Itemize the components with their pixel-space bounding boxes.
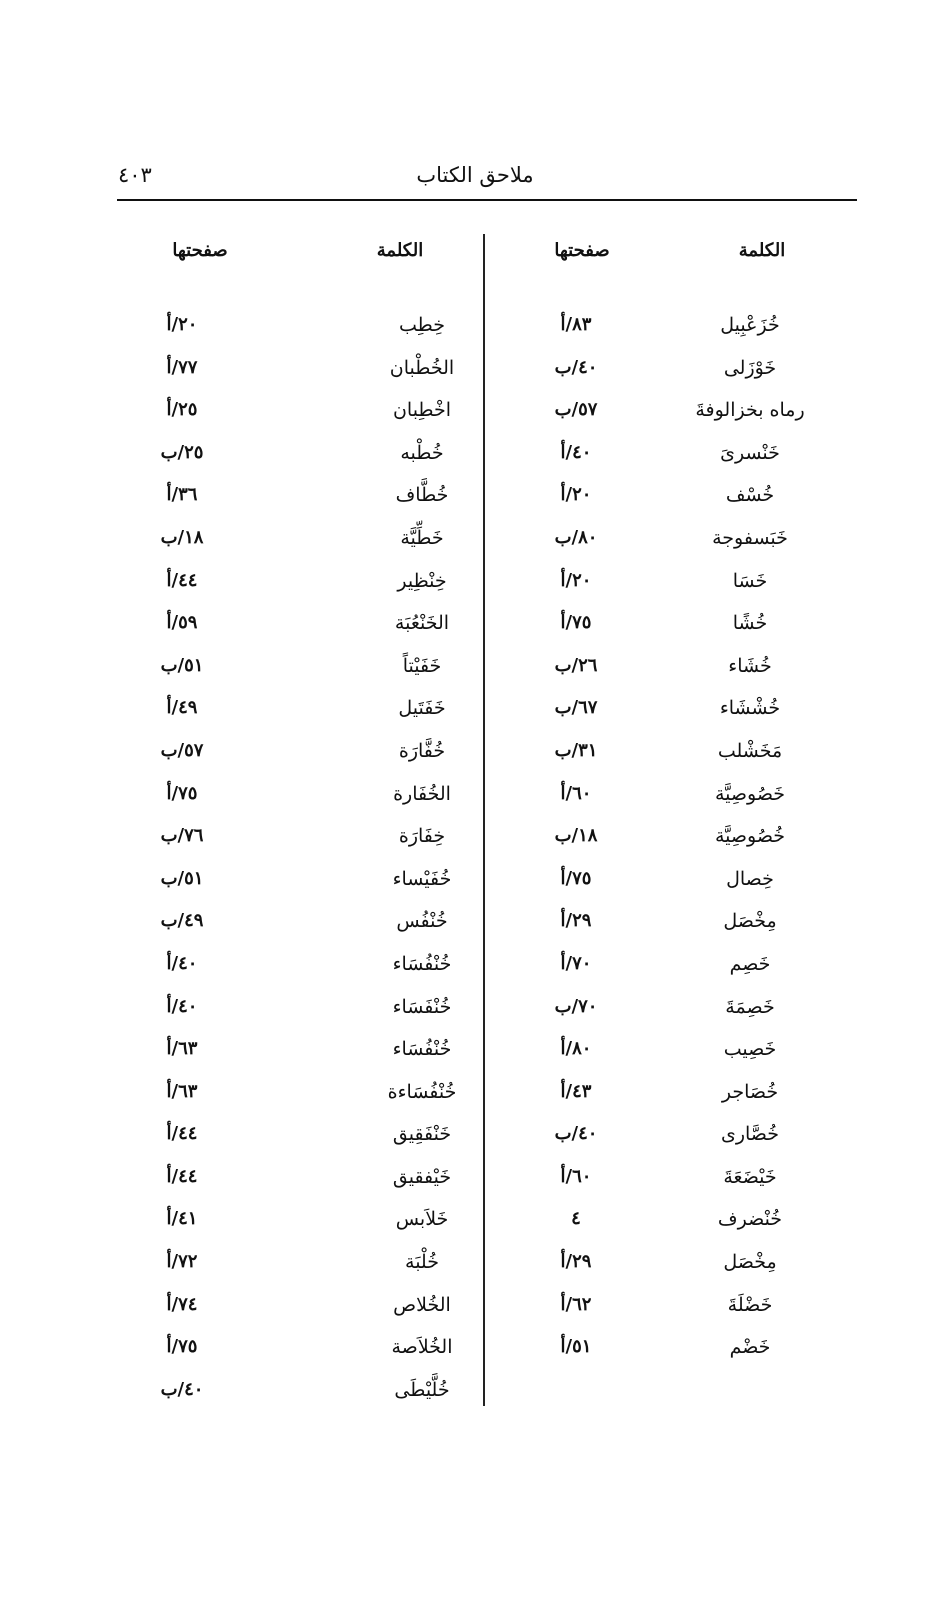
right-table-row bbox=[500, 474, 860, 517]
left-table-row bbox=[120, 1284, 470, 1327]
word-entry: خَسَا bbox=[732, 569, 768, 592]
word-entry: خُشًا bbox=[732, 612, 768, 635]
left-table-row bbox=[120, 1198, 470, 1241]
left-table-row bbox=[120, 1326, 470, 1369]
page-reference: ٥٧/ب bbox=[160, 739, 204, 761]
left-table-row bbox=[120, 645, 470, 688]
left-table-row bbox=[120, 943, 470, 986]
right-table-row bbox=[500, 815, 860, 858]
page-reference: ٧٧/أ bbox=[166, 356, 198, 378]
left-table-row bbox=[120, 1241, 470, 1284]
word-entry: الخُلاَصة bbox=[391, 1336, 453, 1359]
word-entry: خَفَتَيل bbox=[398, 697, 446, 720]
page-reference: ٨٠/أ bbox=[560, 1038, 592, 1060]
page-reference: ٦٣/أ bbox=[166, 1080, 198, 1102]
word-entry: خُطَّاف bbox=[395, 484, 449, 507]
page-reference: ٤٩/ب bbox=[160, 910, 204, 932]
page-reference: ١٨/ب bbox=[554, 825, 598, 847]
word-entry: خُلْبَة bbox=[405, 1251, 439, 1274]
word-entry: الخُلاص bbox=[393, 1293, 451, 1316]
page-reference: ٨٠/ب bbox=[554, 526, 598, 548]
word-entry: خَصِمَةَ bbox=[725, 995, 775, 1018]
page-reference: ٢٠/أ bbox=[560, 484, 592, 506]
left-table-row bbox=[120, 1071, 470, 1114]
right-table-row bbox=[500, 517, 860, 560]
page-reference: ١٨/ب bbox=[160, 526, 204, 548]
word-entry: خَيْضَعَةَ bbox=[723, 1165, 777, 1188]
page-reference: ٧٥/أ bbox=[560, 612, 592, 634]
word-entry: مَخَشْلب bbox=[717, 739, 783, 762]
page-reference: ٥٧/ب bbox=[554, 399, 598, 421]
word-entry: خَلاَبس bbox=[395, 1208, 449, 1231]
word-entry: رماه بخزالوفةَ bbox=[695, 399, 805, 422]
word-entry: خُنْفُس bbox=[396, 910, 448, 933]
word-entry: خِصال bbox=[726, 867, 774, 890]
word-entry: خُصُوصِيَّة bbox=[714, 825, 786, 848]
word-entry: خُشْشَاء bbox=[719, 697, 781, 720]
word-entry: خُنْفُسَاء bbox=[392, 1038, 452, 1061]
page-reference: ٢٥/أ bbox=[166, 399, 198, 421]
left-table-row bbox=[120, 1113, 470, 1156]
word-entry: خُنْفُسَاءة bbox=[387, 1080, 457, 1103]
page-reference: ٤٠/ب bbox=[554, 356, 598, 378]
page-reference: ٧٥/أ bbox=[166, 782, 198, 804]
page-reference: ٥١/ب bbox=[160, 867, 204, 889]
page-reference: ٢٦/ب bbox=[554, 654, 598, 676]
right-table-row bbox=[500, 687, 860, 730]
page-reference: ٤٣/أ bbox=[560, 1080, 592, 1102]
page-reference: ٦٠/أ bbox=[560, 1165, 592, 1187]
left-table-row bbox=[120, 986, 470, 1029]
page-reference: ٢٩/أ bbox=[560, 1251, 592, 1273]
left-table-row bbox=[120, 687, 470, 730]
header-rule bbox=[117, 199, 857, 201]
page-reference: ٧٤/أ bbox=[166, 1293, 198, 1315]
word-entry: خُنْفُسَاء bbox=[392, 952, 452, 975]
right-table-row bbox=[500, 1028, 860, 1071]
right-table-row bbox=[500, 730, 860, 773]
right-word-heading: الكلمة bbox=[738, 240, 786, 261]
right-table-row bbox=[500, 1156, 860, 1199]
right-table-row bbox=[500, 986, 860, 1029]
page-reference: ٤٤/أ bbox=[166, 569, 198, 591]
word-entry: خَفَيْتاً bbox=[402, 654, 442, 677]
left-table-row bbox=[120, 773, 470, 816]
word-entry: خُزَعْبِيل bbox=[720, 314, 780, 336]
left-table-row bbox=[120, 815, 470, 858]
word-entry: خَبَسفوجة bbox=[712, 526, 788, 549]
right-table-row bbox=[500, 432, 860, 475]
right-table-row bbox=[500, 943, 860, 986]
word-entry: خُصَّارى bbox=[720, 1123, 780, 1146]
word-entry: خَطِّيَّة bbox=[400, 526, 444, 549]
page-reference: ٥١/ب bbox=[160, 654, 204, 676]
left-table-row bbox=[120, 474, 470, 517]
left-table-row bbox=[120, 730, 470, 773]
page-reference: ٤ bbox=[571, 1208, 581, 1230]
right-table-row bbox=[500, 347, 860, 390]
page-reference: ٥١/أ bbox=[560, 1336, 592, 1358]
left-table-row bbox=[120, 1156, 470, 1199]
page-reference: ٤٠/أ bbox=[166, 995, 198, 1017]
right-table-row bbox=[500, 645, 860, 688]
right-table-row bbox=[500, 1113, 860, 1156]
page-reference: ٦٣/أ bbox=[166, 1038, 198, 1060]
word-entry: خُلَّيْطَى bbox=[394, 1378, 450, 1401]
right-table-row bbox=[500, 1071, 860, 1114]
word-entry: خَصِيب bbox=[723, 1038, 777, 1061]
word-entry: خَوْزَلى bbox=[723, 356, 777, 379]
left-table-row bbox=[120, 900, 470, 943]
right-word-list bbox=[500, 304, 860, 1369]
page-reference: ٢٥/ب bbox=[160, 441, 204, 463]
right-table-row bbox=[500, 602, 860, 645]
page-number: ٤٠٣ bbox=[118, 163, 152, 187]
word-entry: خُشَاء bbox=[728, 654, 772, 677]
right-table-row bbox=[500, 1198, 860, 1241]
left-page-heading: صفحتها bbox=[172, 240, 228, 261]
right-table-row bbox=[500, 773, 860, 816]
left-table-row bbox=[120, 1369, 470, 1412]
word-entry: خَنْفَقِيق bbox=[392, 1123, 452, 1146]
page-reference: ٧٢/أ bbox=[166, 1251, 198, 1273]
page-reference: ٨٣/أ bbox=[560, 314, 592, 335]
page-reference: ٤٠/ب bbox=[160, 1378, 204, 1400]
left-word-heading: الكلمة bbox=[376, 240, 424, 261]
left-table-row bbox=[120, 517, 470, 560]
page-reference: ٢٠/أ bbox=[166, 314, 198, 335]
right-table-row bbox=[500, 858, 860, 901]
running-title: ملاحق الكتاب bbox=[416, 163, 534, 187]
word-entry: خُنْضرف bbox=[717, 1208, 783, 1231]
left-table-row bbox=[120, 1028, 470, 1071]
right-table-row bbox=[500, 560, 860, 603]
left-table-row bbox=[120, 560, 470, 603]
right-page-heading: صفحتها bbox=[554, 240, 610, 261]
right-table-row bbox=[500, 1241, 860, 1284]
page-reference: ٤٩/أ bbox=[166, 697, 198, 719]
word-entry: مِخْصَل bbox=[723, 1251, 777, 1274]
right-table-row bbox=[500, 304, 860, 347]
page-reference: ٧٥/أ bbox=[560, 867, 592, 889]
word-entry: مِخْصَل bbox=[723, 910, 777, 933]
page-reference: ٦٠/أ bbox=[560, 782, 592, 804]
left-table-row bbox=[120, 858, 470, 901]
page-reference: ٤١/أ bbox=[166, 1208, 198, 1230]
word-entry: خَصِم bbox=[729, 952, 771, 975]
page-reference: ٦٧/ب bbox=[554, 697, 598, 719]
word-entry: خَنْسرىَ bbox=[720, 441, 780, 464]
word-entry: الخُطْبان bbox=[389, 356, 455, 379]
left-table-row bbox=[120, 347, 470, 390]
word-entry: خَضْلَةَ bbox=[727, 1293, 773, 1316]
right-table-row bbox=[500, 389, 860, 432]
word-entry: خِنْظِير bbox=[397, 569, 447, 592]
left-table-row bbox=[120, 304, 470, 347]
page-reference: ٧٥/أ bbox=[166, 1336, 198, 1358]
word-entry: خَصُوصِيَّة bbox=[714, 782, 786, 805]
left-table-row bbox=[120, 389, 470, 432]
word-entry: خَضْم bbox=[729, 1336, 771, 1359]
word-entry: الخُفَارة bbox=[393, 782, 451, 805]
word-entry: خُنْفَسَاء bbox=[392, 995, 452, 1018]
page-reference: ٢٩/أ bbox=[560, 910, 592, 932]
word-entry: خِفَارَة bbox=[398, 825, 446, 848]
word-entry: خُسْف bbox=[725, 484, 775, 507]
right-table-row bbox=[500, 1284, 860, 1327]
word-entry: خِطِب bbox=[399, 314, 445, 336]
page-reference: ٤٠/أ bbox=[166, 952, 198, 974]
page-reference: ٤٤/أ bbox=[166, 1123, 198, 1145]
page-reference: ٥٩/أ bbox=[166, 612, 198, 634]
page-reference: ٧٦/ب bbox=[160, 825, 204, 847]
right-table-row bbox=[500, 900, 860, 943]
page-reference: ٣٦/أ bbox=[166, 484, 198, 506]
page-reference: ٣١/ب bbox=[554, 739, 598, 761]
left-word-list bbox=[120, 304, 470, 1411]
word-entry: خُصَاجر bbox=[721, 1080, 779, 1103]
page-reference: ٦٢/أ bbox=[560, 1293, 592, 1315]
page-reference: ٤٤/أ bbox=[166, 1165, 198, 1187]
page-reference: ٢٠/أ bbox=[560, 569, 592, 591]
page-reference: ٤٠/ب bbox=[554, 1123, 598, 1145]
word-entry: الخَنْعُبَة bbox=[394, 612, 450, 635]
left-table-row bbox=[120, 602, 470, 645]
page-reference: ٤٠/أ bbox=[560, 441, 592, 463]
word-entry: اخْطِبان bbox=[392, 399, 452, 422]
page-reference: ٧٠/أ bbox=[560, 952, 592, 974]
word-entry: خُفَيْساء bbox=[392, 867, 452, 890]
word-entry: خُفَّارَة bbox=[398, 739, 446, 762]
word-entry: خُطْبه bbox=[400, 441, 444, 464]
page-reference: ٧٠/ب bbox=[554, 995, 598, 1017]
left-table-row bbox=[120, 432, 470, 475]
right-table-row bbox=[500, 1326, 860, 1369]
word-entry: خَيْفقيق bbox=[392, 1165, 452, 1188]
